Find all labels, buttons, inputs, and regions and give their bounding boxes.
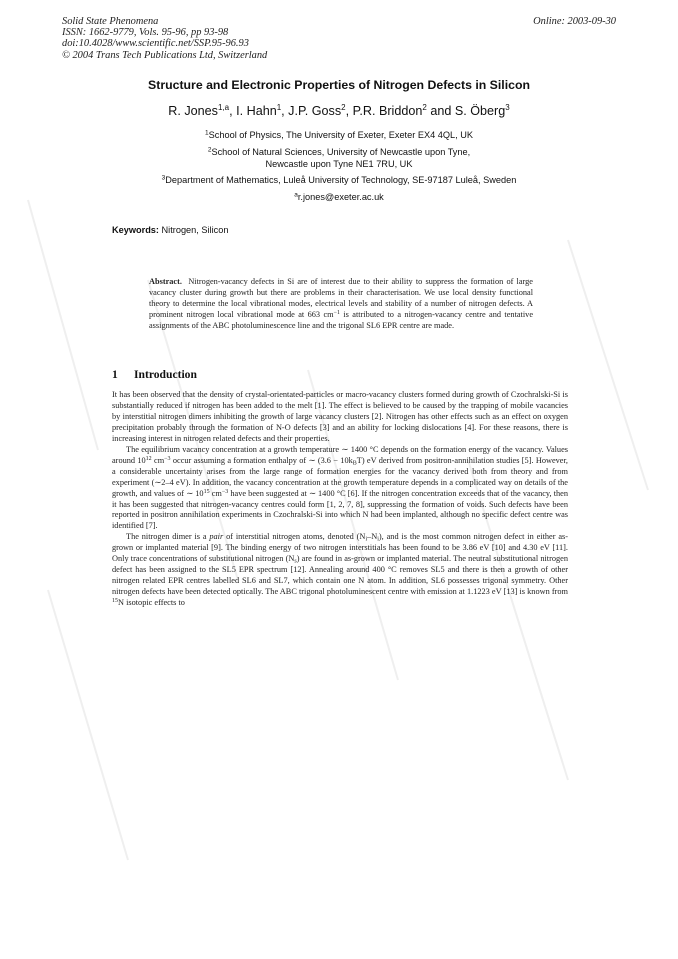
email-address: r.jones@exeter.ac.uk [297, 192, 384, 202]
affiliation-mark: 2 [207, 146, 212, 154]
paper-title: Structure and Electronic Properties of Nitrogen Defects in Silicon [148, 78, 530, 92]
copyright-line: © 2004 Trans Tech Publications Ltd, Switzerland [62, 49, 268, 61]
body-text [112, 390, 568, 609]
section-heading [112, 368, 197, 381]
author-affiliation-mark: 1 [276, 103, 282, 112]
paragraph-text: T) eV derived from positron-annihilation studies [5]. However, a considerable uncertainty arises from the large range of formation energies for the vacancy derived both from theory and from experiment (∼2–4 eV). In addition, the vacancy concentration at the growth temperature depends in a complicated way on details of the growth, and values of ∼ 10 [112, 455, 568, 498]
superscript: −3 [221, 488, 229, 495]
affiliation-mark: 3 [161, 174, 166, 182]
author-name: P.R. Briddon [352, 104, 423, 118]
emphasis: pair [209, 532, 224, 542]
section-number: 1 [112, 368, 118, 381]
superscript: −3 [164, 455, 171, 462]
affiliation-3 [0, 175, 678, 187]
subscript: i [377, 536, 379, 543]
affiliation-text: School of Natural Sciences, University of Newcastle upon Tyne, [211, 147, 471, 157]
paragraph-text: cm [209, 488, 222, 498]
paragraph-text: N isotopic effects to [118, 598, 185, 608]
author-affiliation-mark: 3 [505, 103, 510, 112]
section-title: Introduction [134, 368, 197, 381]
superscript: 12 [145, 455, 152, 462]
subscript: B [352, 460, 357, 467]
subscript: s [294, 558, 297, 565]
online-date: Online: 2003-09-30 [533, 16, 616, 27]
author-list [0, 104, 678, 118]
paragraph-text: The nitrogen dimer is a [126, 532, 210, 542]
abstract-text: Nitrogen-vacancy defects in Si are of interest due to their ability to suppress the formation of large vacancy cluster during growth but there are problems in their characterisation. We use local density functional theory to determine the local vibrational modes, electrical levels and stability of a number of nitrogen defects. A prominent nitrogen local vibrational mode at 663 cm [149, 277, 533, 319]
paragraph-text: cm [151, 455, 165, 465]
paragraph-text: –N [367, 532, 378, 542]
abstract-text: is attributed to a nitrogen-vacancy centre and tentative assignments of the ABC photoluminescence line and the trigonal SL6 EPR centre are made. [149, 309, 533, 330]
paragraph-text: have been suggested at ∼ 1400 °C [6]. If the nitrogen concentration exceeds that of the vacancy, then it has been suggested that nitrogen-vacancy centres could form [1, 2, 7, 8], suppressing the formation of voids. Such defects have been reported in positron annihilation experiments in Czochralski-Si into which N had been implanted, although no specific defect centre was identified [7]. [112, 488, 568, 531]
keywords-value: Nitrogen, Silicon [161, 225, 229, 235]
paragraph [112, 445, 568, 533]
author-name: R. Jones [168, 104, 218, 118]
superscript: 15 [203, 488, 210, 495]
author-affiliation-mark: 2 [341, 103, 346, 112]
doi-line: doi:10.4028/www.scientific.net/SSP.95-96.93 [62, 38, 249, 50]
author-separator: , [229, 104, 237, 118]
author-name: J.P. Goss [288, 104, 342, 118]
paragraph-text: occur assuming a formation enthalpy of ∼ (3.6 − 10k [170, 455, 353, 465]
abstract-label: Abstract. [149, 277, 182, 286]
keywords-label: Keywords: [112, 225, 159, 235]
subscript: i [365, 536, 368, 543]
paragraph-text: of interstitial nitrogen atoms, denoted (N [223, 532, 366, 542]
paragraph-text: ) are found in as-grown or implanted material. The neutral substitutional nitrogen defect has been assigned to the SL5 EPR spectrum [12]. Annealing around 400 °C removes SL5 and there is then a growth of other nitrogen related EPR centres labelled SL6 and SL7, which contain one N atom. In addition, SL6 possesses trigonal symmetry. Other nitrogen defects have been detected optically. The ABC trigonal photoluminescent centre with emission at 1.1223 eV [13] is known from [112, 554, 568, 597]
superscript: 15 [112, 598, 118, 605]
author-separator: , [345, 104, 353, 118]
author-separator: and [426, 104, 455, 118]
affiliation-2 [0, 147, 678, 170]
affiliation-text: Department of Mathematics, Luleå University of Technology, SE-97187 Luleå, Sweden [165, 175, 517, 185]
paragraph: It has been observed that the density of crystal-orientated-particles or macro-vacancy clusters formed during growth of Czochralski-Si is substantially reduced if nitrogen has been added to the melt [1]. The effect is believed to be caused by the trapping of mobile vacancies by interstitial nitrogen dimers inhibiting the growth of large vacancy clusters [2]. Nitrogen has other effects such as an effect on oxygen precipitation probably through the formation of N-O defects [3] and an ability for locking dislocations [4]. For these reasons, there is increasing interest in nitrogen related defects and their properties. [112, 390, 568, 443]
author-affiliation-mark: 1,a [217, 103, 230, 112]
journal-header [62, 16, 267, 61]
issn-line: ISSN: 1662-9779, Vols. 95-96, pp 93-98 [62, 27, 229, 39]
affiliation-text: School of Physics, The University of Exeter, Exeter EX4 4QL, UK [208, 130, 473, 140]
affiliation-mark: 1 [205, 129, 209, 137]
paragraph [112, 532, 568, 609]
abstract-superscript: −1 [333, 309, 340, 316]
abstract [149, 277, 533, 332]
affiliation-1 [0, 130, 678, 142]
paragraph-text: The equilibrium vacancy concentration at a growth temperature ∼ 1400 °C depends on the formation energy of the vacancy. Values around 10 [112, 444, 568, 465]
author-separator: , [281, 104, 289, 118]
paragraph-text: ), and is the most common nitrogen defect in either as-grown or implanted material [9]. The binding energy of two nitrogen interstitials has been found to be 3.86 eV [10] and 4.30 eV [11]. Only trace concentrations of substitutional nitrogen (N [112, 532, 568, 564]
journal-name: Solid State Phenomena [62, 16, 159, 27]
contact-email [0, 192, 678, 204]
author-name: I. Hahn [236, 104, 277, 118]
author-name: S. Öberg [454, 104, 506, 118]
affiliation-text: Newcastle upon Tyne NE1 7RU, UK [265, 158, 413, 169]
author-affiliation-mark: 2 [422, 103, 427, 112]
email-mark: a [294, 191, 298, 199]
keywords [112, 225, 228, 235]
